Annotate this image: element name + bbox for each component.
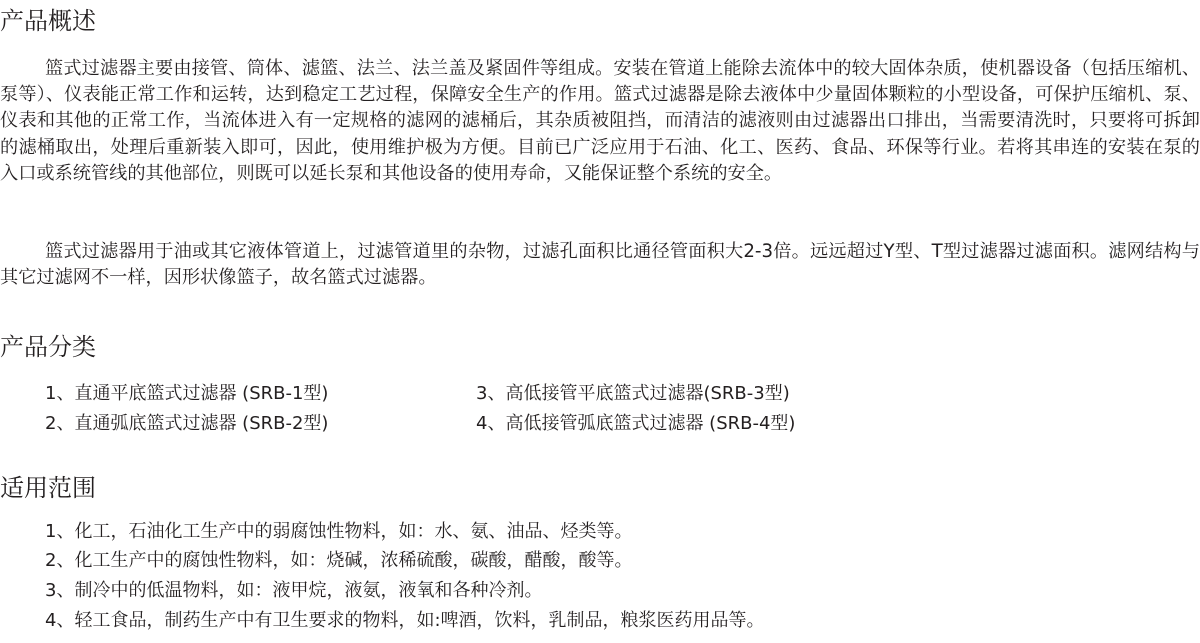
scope-item-1: 1、化工，石油化工生产中的弱腐蚀性物料，如：水、氨、油品、烃类等。 — [45, 521, 633, 542]
scope-heading: 适用范围 — [0, 474, 96, 502]
overview-paragraph-2: 篮式过滤器用于油或其它液体管道上，过滤管道里的杂物，过滤孔面积比通径管面积大2-3倍。远远超过Y型、T型过滤器过滤面积。滤网结构与其它过滤网不一样，因形状像篮子，故名篮式过滤器。 — [0, 241, 1200, 289]
overview-paragraph-1: 篮式过滤器主要由接管、筒体、滤篮、法兰、法兰盖及紧固件等组成。安装在管道上能除去流体中的较大固体杂质，使机器设备（包括压缩机、泵等）、仪表能正常工作和运转，达到稳定工艺过程，保障安全生产的作用。篮式过滤器是除去液体中少量固体颗粒的小型设备，可保护压缩机、泵、仪表和其他的正常工作，当流体进入有一定规格的滤网的滤桶后，其杂质被阻挡，而清洁的滤液则由过滤器出口排出，当需要清洗时，只要将可拆卸的滤桶取出，处理后重新装入即可，因此，使用维护极为方便。目前已广泛应用于石油、化工、医药、食品、环保等行业。若将其串连的安装在泵的入口或系统管线的其他部位，则既可以延长泵和其他设备的使用寿命，又能保证整个系统的安全。 — [0, 58, 1200, 184]
scope-item-2: 2、化工生产中的腐蚀性物料，如：烧碱，浓稀硫酸，碳酸，醋酸，酸等。 — [45, 550, 633, 571]
categories-heading: 产品分类 — [0, 333, 96, 361]
category-item-4: 4、高低接管弧底篮式过滤器 (SRB-4型) — [476, 413, 796, 434]
category-item-3: 3、高低接管平底篮式过滤器(SRB-3型) — [476, 383, 790, 404]
overview-heading: 产品概述 — [0, 7, 96, 35]
category-item-2: 2、直通弧底篮式过滤器 (SRB-2型) — [45, 413, 329, 434]
scope-item-3: 3、制冷中的低温物料，如：液甲烷，液氨，液氧和各种冷剂。 — [45, 580, 543, 601]
category-item-1: 1、直通平底篮式过滤器 (SRB-1型) — [45, 383, 329, 404]
scope-item-4: 4、轻工食品，制药生产中有卫生要求的物料，如:啤酒，饮料，乳制品，粮浆医药用品等。 — [45, 610, 765, 631]
